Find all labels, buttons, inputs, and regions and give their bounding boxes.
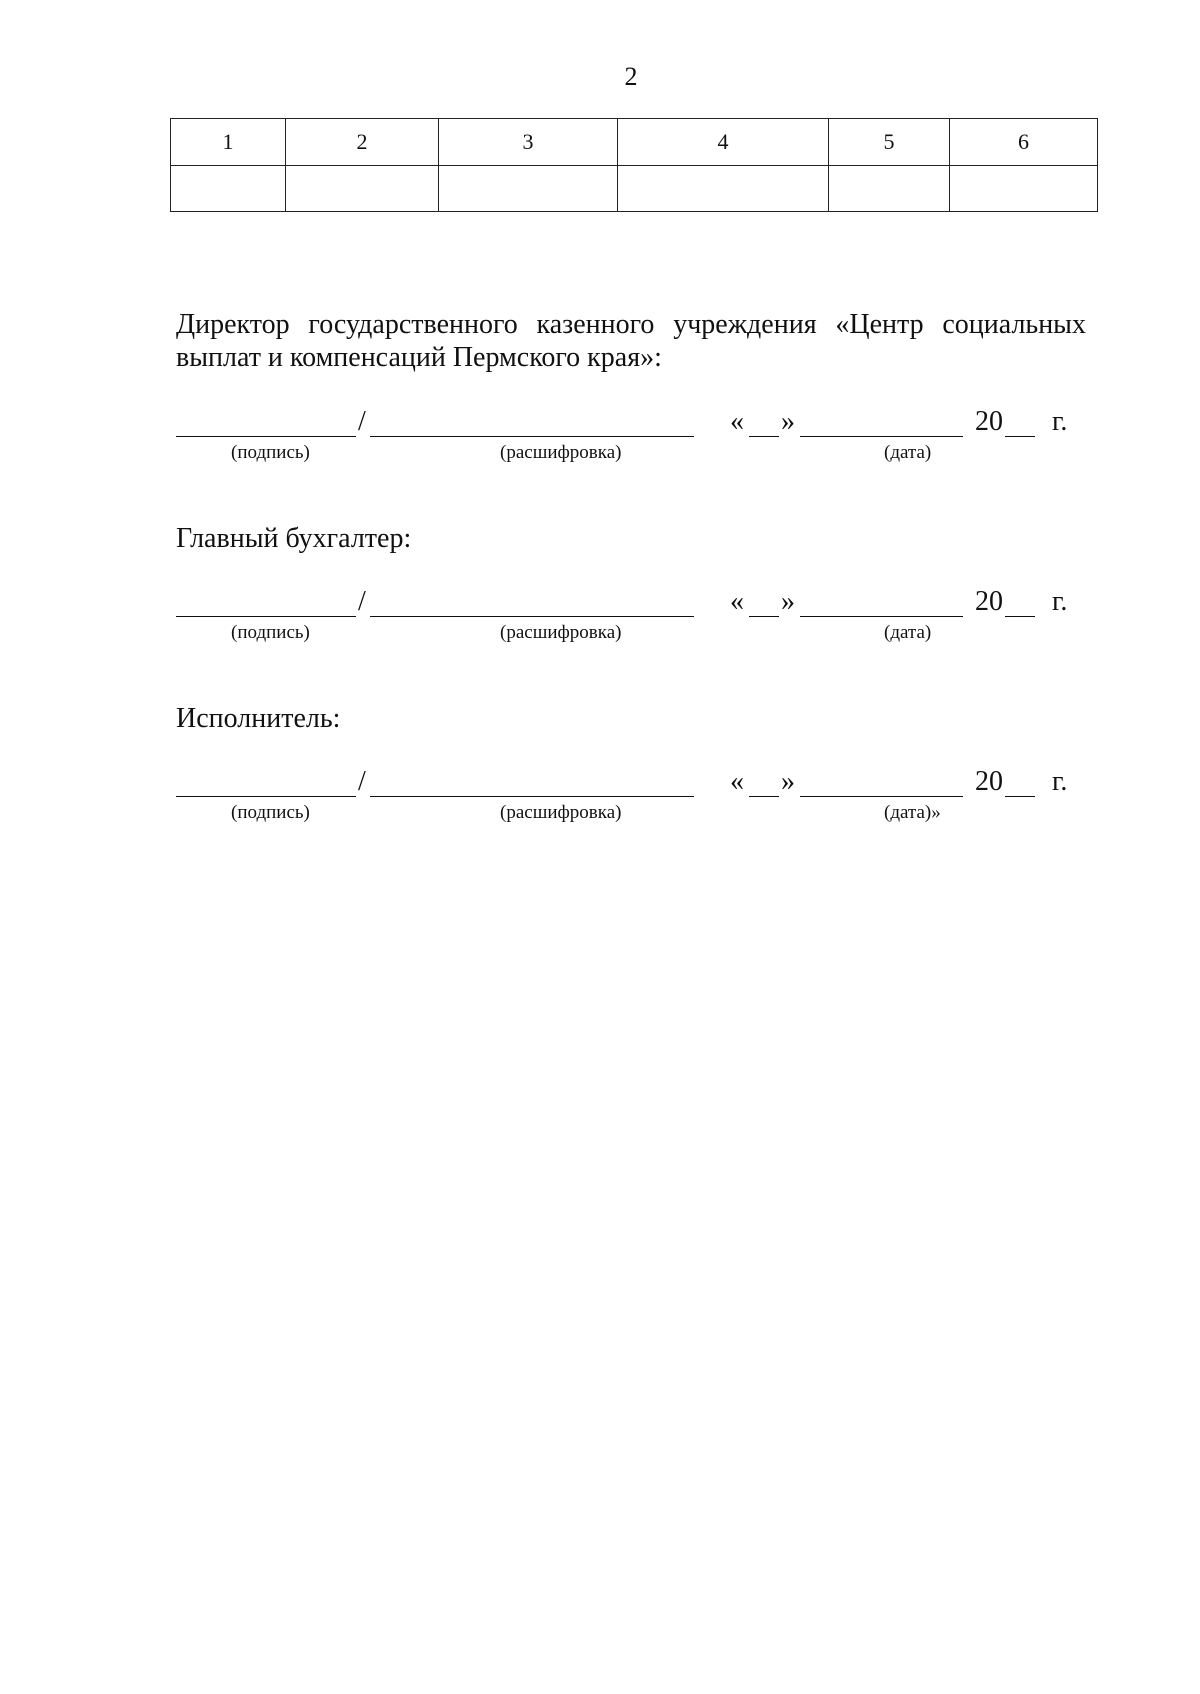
table-header-cell: 4	[618, 119, 829, 166]
table-header-cell: 3	[439, 119, 618, 166]
table-cell	[171, 166, 286, 212]
year-prefix: 20	[975, 586, 1003, 617]
signature-line	[176, 616, 356, 617]
day-line	[749, 796, 779, 797]
table-cell	[618, 166, 829, 212]
executor-signature-block	[176, 766, 1076, 830]
month-line	[800, 616, 963, 617]
table-header-cell: 1	[171, 119, 286, 166]
caption-decoding: (расшифровка)	[500, 802, 622, 823]
chief-accountant-signature-block	[176, 586, 1076, 650]
month-line	[800, 796, 963, 797]
year-suffix: г.	[1052, 406, 1068, 437]
caption-decoding: (расшифровка)	[500, 622, 622, 643]
quote-open: «	[730, 766, 744, 797]
quote-open: «	[730, 586, 744, 617]
executor-title: Исполнитель:	[176, 703, 341, 734]
caption-signature: (подпись)	[231, 622, 310, 643]
quote-close: »	[781, 766, 795, 797]
year-line	[1005, 796, 1035, 797]
year-suffix: г.	[1052, 586, 1068, 617]
table-header-cell: 2	[286, 119, 439, 166]
director-signature-block	[176, 406, 1076, 470]
slash: /	[358, 586, 366, 617]
slash: /	[358, 406, 366, 437]
page-number: 2	[624, 62, 638, 91]
signature-line	[176, 796, 356, 797]
signature-line	[176, 436, 356, 437]
data-table	[170, 118, 1098, 212]
table-header-cell: 5	[829, 119, 950, 166]
chief-accountant-title: Главный бухгалтер:	[176, 523, 412, 554]
table-row	[171, 166, 1098, 212]
director-title: Директор государственного казенного учреждения «Центр социальных выплат и компенсаций Пермского края»:	[176, 309, 1086, 373]
quote-close: »	[781, 586, 795, 617]
caption-signature: (подпись)	[231, 442, 310, 463]
year-suffix: г.	[1052, 766, 1068, 797]
day-line	[749, 616, 779, 617]
table-cell	[950, 166, 1098, 212]
decoding-line	[370, 796, 694, 797]
decoding-line	[370, 616, 694, 617]
caption-date: (дата)»	[884, 802, 941, 823]
year-line	[1005, 436, 1035, 437]
table-cell	[286, 166, 439, 212]
table-header-cell: 6	[950, 119, 1098, 166]
decoding-line	[370, 436, 694, 437]
year-prefix: 20	[975, 766, 1003, 797]
caption-decoding: (расшифровка)	[500, 442, 622, 463]
quote-close: »	[781, 406, 795, 437]
year-line	[1005, 616, 1035, 617]
table-cell	[439, 166, 618, 212]
table-cell	[829, 166, 950, 212]
slash: /	[358, 766, 366, 797]
caption-date: (дата)	[884, 622, 932, 643]
month-line	[800, 436, 963, 437]
table-header-row	[171, 119, 1098, 166]
year-prefix: 20	[975, 406, 1003, 437]
caption-date: (дата)	[884, 442, 932, 463]
quote-open: «	[730, 406, 744, 437]
day-line	[749, 436, 779, 437]
caption-signature: (подпись)	[231, 802, 310, 823]
